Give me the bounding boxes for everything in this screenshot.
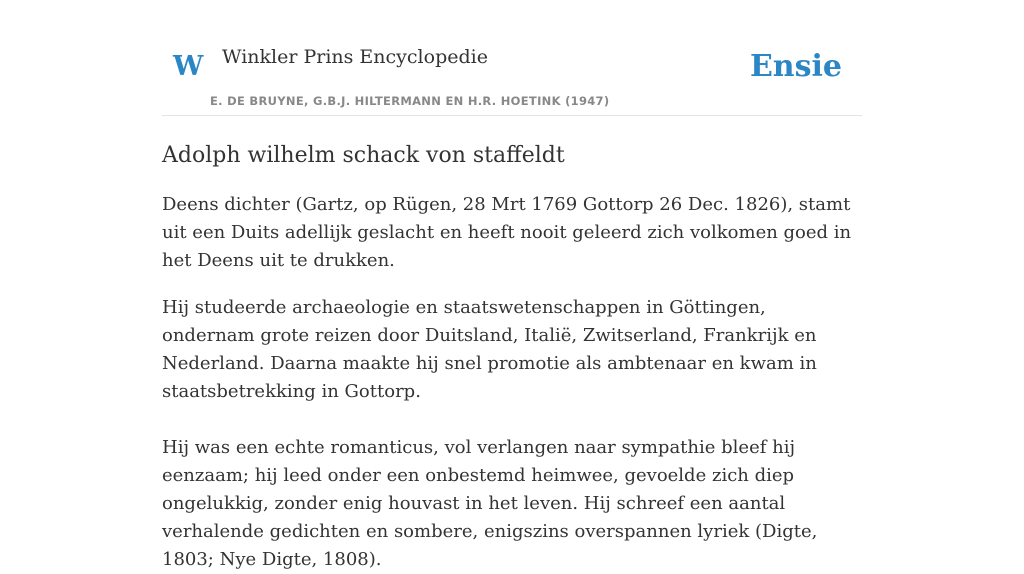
article-title: Adolph wilhelm schack von staffeldt [162, 143, 565, 168]
ensie-logo[interactable]: Ensie [749, 49, 842, 84]
winkler-prins-logo[interactable]: W [173, 51, 204, 82]
article-paragraph: Deens dichter (Gartz, op Rügen, 28 Mrt 1769 Gottorp 26 Dec. 1826), stamt uit een Duits adellijk geslacht en heeft nooit geleerd zich volkomen goed in het Deens uit te drukken. [162, 193, 852, 271]
article-body [162, 191, 862, 574]
article-paragraph: Hij was een echte romanticus, vol verlangen naar sympathie bleef hij eenzaam; hij leed onder een onbestemd heimwee, gevoelde zich diep ongelukkig, zonder enig houvast in het leven. Hij schreef een aantal verhalende gedichten en sombere, enigszins overspannen lyriek (Digte, 1803; Nye Digte, 1808). [162, 436, 818, 570]
article-paragraph: Hij studeerde archaeologie en staatswetenschappen in Göttingen, ondernam grote reizen door Duitsland, Italië, Zwitserland, Frankrijk en Nederland. Daarna maakte hij snel promotie als ambtenaar en kwam in staatsbetrekking in Gottorp. [162, 296, 817, 402]
source-title[interactable]: Winkler Prins Encyclopedie [222, 46, 488, 68]
source-header [162, 0, 862, 116]
content-container [162, 0, 862, 574]
source-authors: E. DE BRUYNE, G.B.J. HILTERMANN EN H.R. HOETINK (1947) [210, 94, 610, 108]
